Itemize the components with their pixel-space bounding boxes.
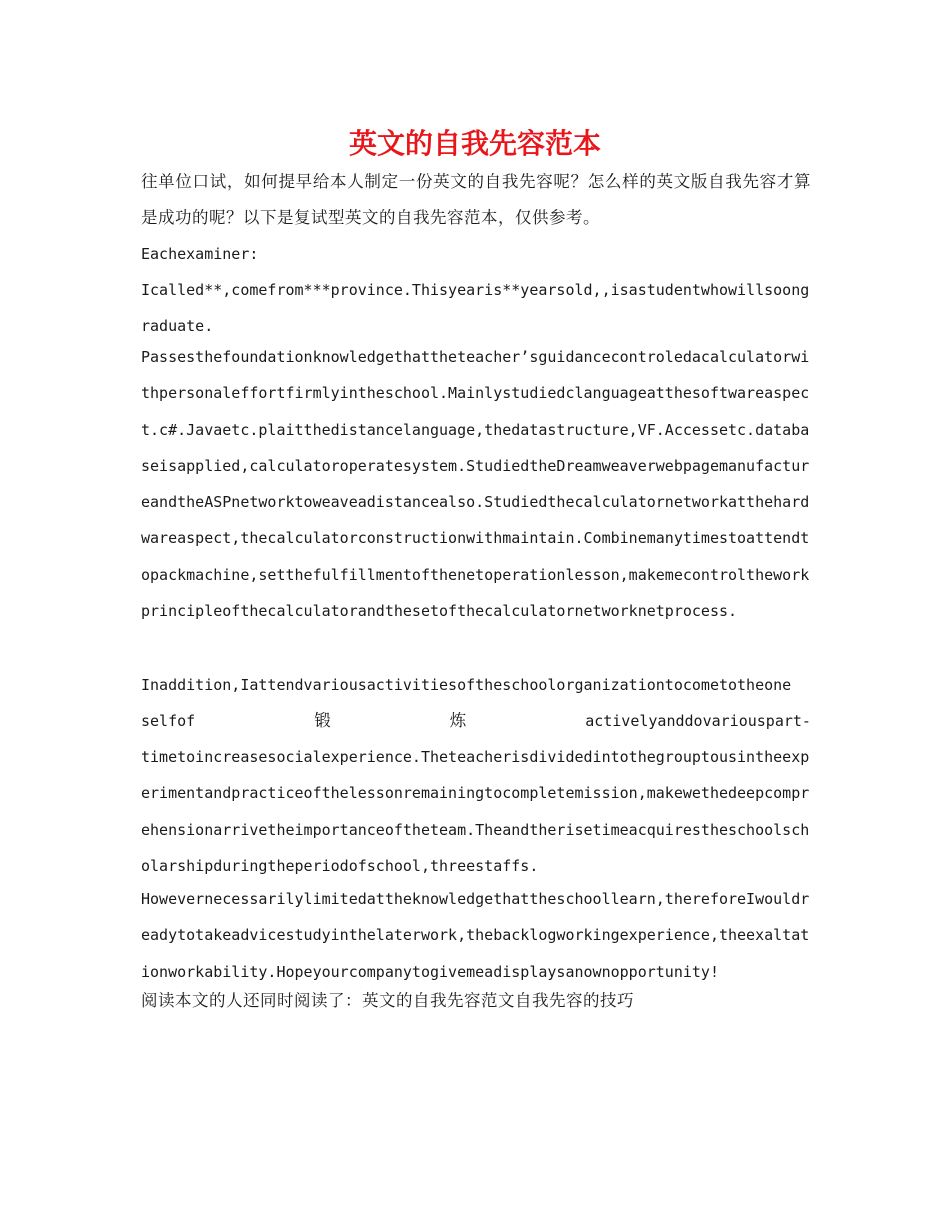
salutation: Eachexaminer: bbox=[141, 245, 259, 263]
spread-word-3: 炼 bbox=[449, 711, 467, 730]
spread-word-4: activelyanddovariouspart- bbox=[585, 712, 811, 730]
paragraph-3-spread-line bbox=[141, 703, 811, 739]
paragraph-4: Howevernecessarilylimitedattheknowledgethattheschoollearn,thereforeIwouldreadytotakeadvicestudyinthelaterwork,thebacklogworkingexperience,theexaltationworkability.Hopeyourcompanytogivemeadisplaysanownopportunity! bbox=[141, 890, 810, 981]
paragraph-3-rest: timetoincreasesocialexperience.Theteacherisdividedintothegrouptousintheexperimentandpracticeofthelessonremainingtocompletemission,makewethedeepcomprehensionarrivetheimportanceoftheteam.Theandtherisetimeacquirestheschoolscholarshipduringtheperiodofschool,threestaffs. bbox=[141, 748, 810, 875]
related-reading: 阅读本文的人还同时阅读了：英文的自我先容范文自我先容的技巧 bbox=[141, 991, 634, 1010]
document-title: 英文的自我先容范本 bbox=[348, 127, 601, 160]
paragraph-1: Icalled**,comefrom***province.Thisyearis**yearsold,,isastudentwhowillsoongraduate. bbox=[141, 281, 810, 336]
paragraph-2: Passesthefoundationknowledgethattheteacher’sguidancecontroledacalculatorwithpersonaleffortfirmlyintheschool.Mainlystudiedclanguageatthesoftwareaspect.c#.Javaetc.plaitthedistancelanguage,thedatastructure,VF.Accessetc.databaseisapplied,calculatoroperatesystem.StudiedtheDreamweaverwebpagemanufactureandtheASPnetworktoweaveadistancealso.Studiedthecalculatornetworkatthehardwareaspect,thecalculatorconstructionwithmaintain.Combinemanytimestoattendtopackmachine,setthefulfillmentofthenetoperationlesson,makemecontroltheworkprincipleofthecalculatorandthesetofthecalculatornetworknetprocess. bbox=[141, 348, 810, 621]
spread-word-1: selfof bbox=[141, 712, 196, 730]
paragraph-3-line-1: Inaddition,Iattendvariousactivitiesoftheschoolorganizationtocometotheone bbox=[141, 676, 792, 694]
intro-paragraph: 往单位口试，如何提早给本人制定一份英文的自我先容呢？怎么样的英文版自我先容才算是成功的呢？以下是复试型英文的自我先容范本，仅供参考。 bbox=[141, 172, 811, 227]
spread-word-2: 锻 bbox=[314, 711, 331, 730]
